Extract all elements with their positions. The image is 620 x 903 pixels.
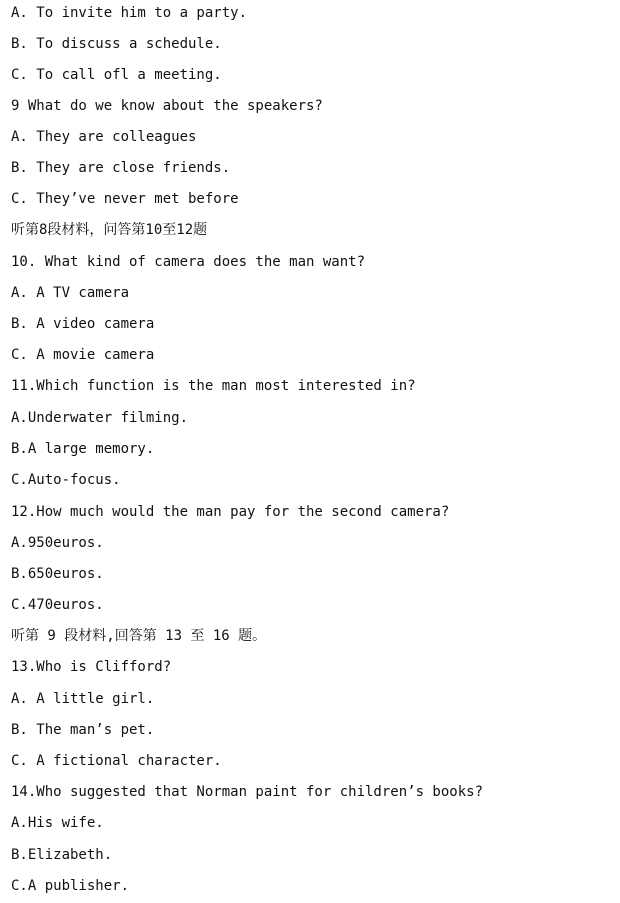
option-10a: A. A TV camera	[11, 285, 130, 301]
option-9c: C. They’ve never met before	[11, 191, 239, 207]
option-9b: B. They are close friends.	[11, 160, 231, 176]
option-11a: A.Underwater filming.	[11, 410, 189, 426]
question-14: 14.Who suggested that Norman paint for children’s books?	[11, 784, 484, 800]
option-13c: C. A fictional character.	[11, 753, 222, 769]
option-11c: C.Auto-focus.	[11, 472, 121, 488]
question-11: 11.Which function is the man most interested in?	[11, 378, 416, 394]
option-8a: A. To invite him to a party.	[11, 5, 248, 21]
section-heading-8: 听第8段材料，问答第10至12题	[11, 222, 208, 238]
option-12c: C.470euros.	[11, 597, 104, 613]
option-14a: A.His wife.	[11, 815, 104, 831]
option-14b: B.Elizabeth.	[11, 847, 113, 863]
option-12b: B.650euros.	[11, 566, 104, 582]
option-9a: A. They are colleagues	[11, 129, 197, 145]
option-10c: C. A movie camera	[11, 347, 155, 363]
option-8b: B. To discuss a schedule.	[11, 36, 222, 52]
option-12a: A.950euros.	[11, 535, 104, 551]
option-10b: B. A video camera	[11, 316, 155, 332]
question-10: 10. What kind of camera does the man want?	[11, 254, 366, 270]
option-13b: B. The man’s pet.	[11, 722, 155, 738]
question-13: 13.Who is Clifford?	[11, 659, 172, 675]
question-9: 9 What do we know about the speakers?	[11, 98, 323, 114]
section-heading-9: 听第 9 段材料,回答第 13 至 16 题。	[11, 628, 267, 644]
question-12: 12.How much would the man pay for the second camera?	[11, 504, 450, 520]
option-11b: B.A large memory.	[11, 441, 155, 457]
option-13a: A. A little girl.	[11, 691, 155, 707]
option-8c: C. To call ofl a meeting.	[11, 67, 222, 83]
option-14c: C.A publisher.	[11, 878, 130, 894]
